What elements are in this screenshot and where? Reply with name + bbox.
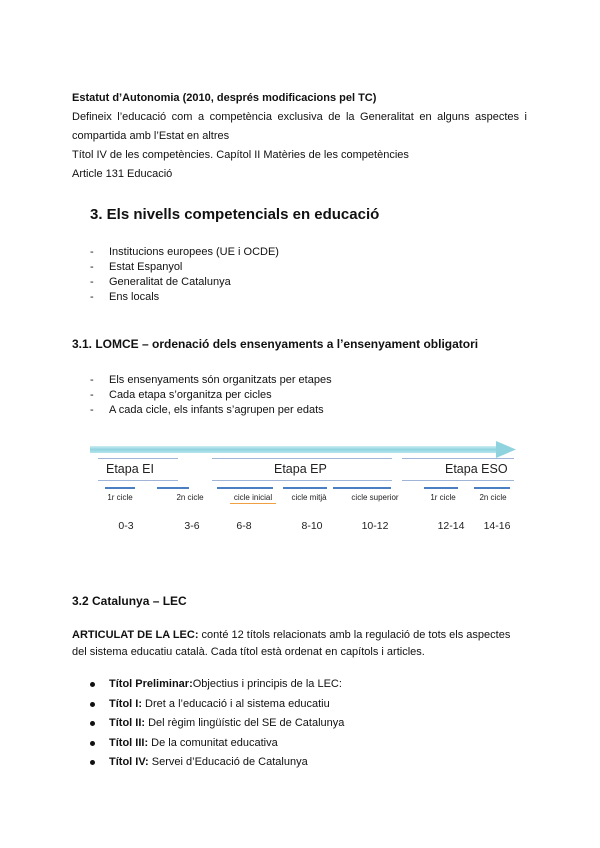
cycle-label: 1r cicle	[107, 493, 133, 502]
cycle-label: cicle inicial	[233, 493, 273, 502]
list-item	[89, 675, 344, 695]
highlight-underline	[230, 503, 276, 504]
stage-ep-line	[212, 458, 392, 459]
stage-label: Etapa EP	[274, 462, 327, 476]
cycle-label: 1r cicle	[430, 493, 456, 502]
title-text: Servei d’Educació de Catalunya	[148, 756, 308, 768]
list-item	[89, 734, 344, 754]
list-item: - Ens locals	[90, 290, 279, 305]
age-range: 14-16	[483, 520, 511, 532]
statute-article: Article 131 Educació	[72, 168, 173, 180]
cycle-label: cicle mitjà	[291, 493, 327, 502]
cycle-label: 2n cicle	[479, 493, 507, 502]
lomce-list	[90, 373, 332, 418]
list-item	[89, 695, 344, 715]
age-range: 6-8	[236, 520, 252, 532]
cycle-underline	[474, 487, 510, 489]
cycle-underline	[217, 487, 273, 489]
statute-description-line1: Defineix l’educació com a competència exclusiva de la Generalitat en alguns aspectes i	[72, 111, 527, 123]
age-range: 10-12	[361, 520, 389, 532]
cycle-underline	[105, 487, 135, 489]
list-item: - Institucions europees (UE i OCDE)	[90, 245, 279, 260]
cycle-underline	[333, 487, 391, 489]
title-label: Títol II:	[109, 717, 146, 729]
title-text: Objectius i principis de la LEC:	[192, 678, 342, 690]
title-label: Títol III:	[109, 736, 149, 749]
list-item: - A cada cicle, els infants s’agrupen per edats	[90, 403, 332, 418]
cycle-underline	[283, 487, 327, 489]
title-label: Títol IV:	[109, 756, 149, 768]
list-item: - Cada etapa s’organitza per cicles	[90, 388, 332, 403]
timeline-arrow	[86, 438, 518, 462]
statute-title: Estatut d’Autonomia (2010, després modificacions pel TC)	[72, 92, 377, 104]
list-item: - Generalitat de Catalunya	[90, 275, 279, 290]
competence-levels-list	[90, 245, 279, 305]
stage-eso-line	[402, 458, 514, 459]
cycle-underline	[424, 487, 458, 489]
age-range: 3-6	[184, 520, 200, 532]
section-3-2-heading: 3.2 Catalunya – LEC	[72, 594, 187, 608]
cycle-label: 2n cicle	[176, 493, 204, 502]
lec-titles-list	[89, 675, 344, 773]
statute-description-line2: compartida amb l’Estat en altres	[72, 130, 230, 142]
section-3-1-heading: 3.1. LOMCE – ordenació dels ensenyaments a l’ensenyament obligatori	[72, 337, 479, 351]
title-text: De la comunitat educativa	[148, 736, 278, 749]
lec-intro-line2: del sistema educatiu català. Cada títol està ordenat en capítols i articles.	[72, 646, 425, 658]
stage-label: Etapa EI	[106, 462, 154, 476]
cycle-underline	[157, 487, 189, 489]
title-text: Dret a l’educació i al sistema educatiu	[142, 697, 330, 710]
lec-intro-label: ARTICULAT DE LA LEC:	[72, 629, 199, 641]
stage-divider	[212, 480, 392, 481]
statute-title-iv: Títol IV de les competències. Capítol II Matèries de les competències	[72, 149, 409, 161]
lec-intro-text: conté 12 títols relacionats amb la regulació de tots els aspectes	[198, 629, 511, 641]
age-range: 8-10	[301, 520, 323, 532]
title-label: Títol I:	[109, 697, 142, 710]
age-range: 0-3	[118, 520, 134, 532]
title-label: Títol Preliminar:	[109, 678, 193, 690]
list-item	[89, 714, 344, 734]
stage-label: Etapa ESO	[445, 462, 508, 476]
list-item: - Els ensenyaments són organitzats per etapes	[90, 373, 332, 388]
title-text: Del règim lingüístic del SE de Catalunya	[145, 717, 345, 729]
list-item: - Estat Espanyol	[90, 260, 279, 275]
cycle-label: cicle superior	[351, 493, 399, 502]
list-item	[89, 753, 344, 773]
stage-divider	[98, 480, 178, 481]
stage-divider	[402, 480, 514, 481]
section-3-heading: 3. Els nivells competencials en educació	[90, 206, 380, 223]
age-range: 12-14	[437, 520, 465, 532]
stage-ei-line	[98, 458, 178, 459]
